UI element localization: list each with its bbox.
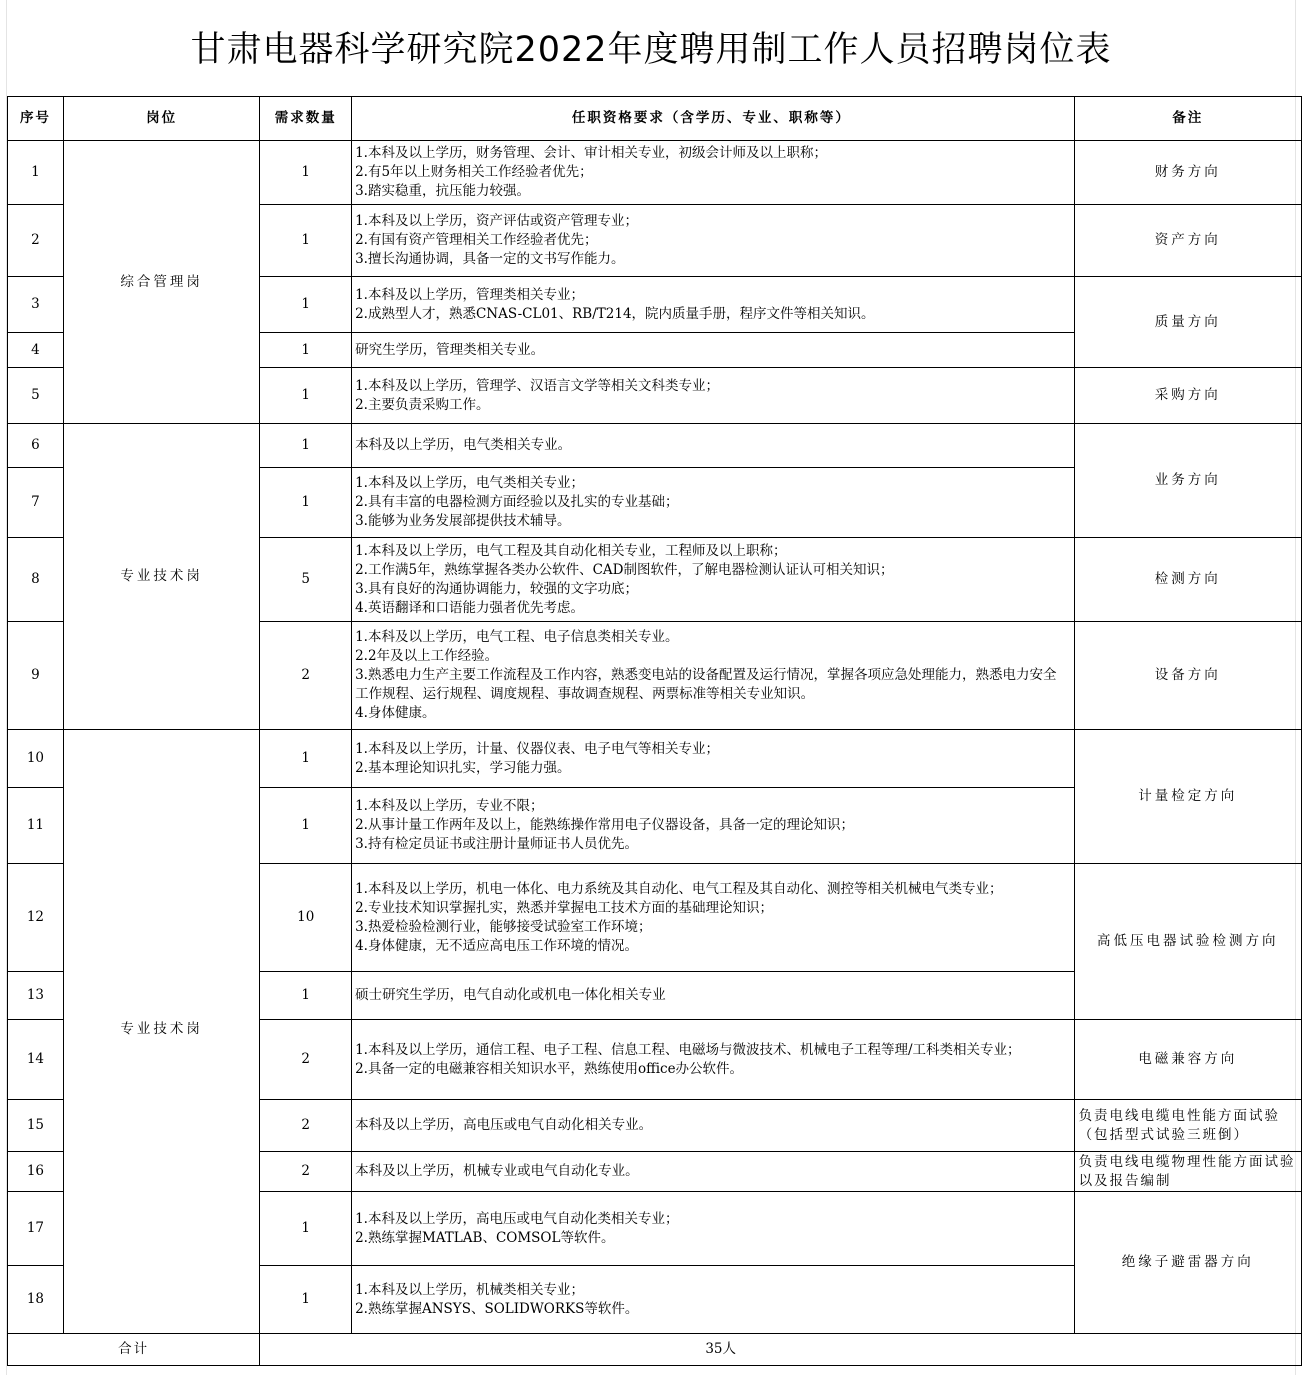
row-note: 负责电线电缆电性能方面试验（包括型式试验三班倒） <box>1074 1100 1301 1152</box>
req-line: 2.工作满5年，熟练掌握各类办公软件、CAD制图软件，了解电器检测认证认可相关知识； <box>355 561 894 578</box>
row-count: 1 <box>260 205 352 277</box>
row-requirements <box>352 468 1074 538</box>
table-row <box>8 141 1302 205</box>
req-line: 2.有国有资产管理相关工作经验者优先； <box>355 232 598 248</box>
req-line: 4.身体健康。 <box>355 705 436 721</box>
req-line: 1.本科及以上学历，财务管理、会计、审计相关专业，初级会计师及以上职称； <box>355 145 827 161</box>
row-count: 1 <box>260 1192 352 1266</box>
row-count: 1 <box>260 333 352 368</box>
row-no: 7 <box>8 468 64 538</box>
row-note: 检测方向 <box>1074 538 1301 622</box>
row-requirements <box>352 538 1074 622</box>
row-requirements <box>352 1020 1074 1100</box>
row-no: 13 <box>8 972 64 1020</box>
row-note: 高低压电器试验检测方向 <box>1074 864 1301 1020</box>
row-note: 质量方向 <box>1074 277 1301 368</box>
row-requirements <box>352 622 1074 730</box>
req-line: 2.具有丰富的电器检测方面经验以及扎实的专业基础； <box>355 494 679 510</box>
row-count: 10 <box>260 864 352 972</box>
row-no: 14 <box>8 1020 64 1100</box>
row-note: 业务方向 <box>1074 424 1301 538</box>
req-line: 1.本科及以上学历，电气工程及其自动化相关专业，工程师及以上职称； <box>355 542 787 559</box>
row-requirements <box>352 730 1074 788</box>
req-line: 2.从事计量工作两年及以上，能熟练操作常用电子仪器设备，具备一定的理论知识； <box>355 817 854 833</box>
row-requirements <box>352 205 1074 277</box>
row-no: 2 <box>8 205 64 277</box>
req-line: 3.踏实稳重，抗压能力较强。 <box>355 183 530 199</box>
row-note: 绝缘子避雷器方向 <box>1074 1192 1301 1334</box>
req-line: 2.专业技术知识掌握扎实，熟悉并掌握电工技术方面的基础理论知识； <box>355 899 773 916</box>
row-no: 8 <box>8 538 64 622</box>
req-line: 1.本科及以上学历，电气类相关专业； <box>355 475 584 491</box>
req-line: 2.成熟型人才，熟悉CNAS-CL01、RB/T214，院内质量手册，程序文件等相关知识。 <box>355 305 875 322</box>
category-cell <box>63 141 259 424</box>
row-count: 2 <box>260 1020 352 1100</box>
req-line: 本科及以上学历，高电压或电气自动化相关专业。 <box>355 1117 653 1133</box>
row-requirements <box>352 1152 1074 1192</box>
table-row <box>8 424 1302 468</box>
req-line: 1.本科及以上学历，管理学、汉语言文学等相关文科类专业； <box>355 377 719 394</box>
row-no: 3 <box>8 277 64 333</box>
req-line: 2.有5年以上财务相关工作经验者优先； <box>355 164 593 180</box>
req-line: 2.主要负责采购工作。 <box>355 396 490 413</box>
row-count: 1 <box>260 468 352 538</box>
req-line: 1.本科及以上学历，专业不限； <box>355 798 544 814</box>
req-line: 1.本科及以上学历，机电一体化、电力系统及其自动化、电气工程及其自动化、测控等相关机械电气类专业； <box>355 880 1003 897</box>
category-label: 综合管理岗 <box>120 274 203 290</box>
category-cell <box>63 424 259 730</box>
total-value: 35人 <box>260 1334 1302 1366</box>
row-no: 18 <box>8 1266 64 1334</box>
row-count: 2 <box>260 1100 352 1152</box>
req-line: 1.本科及以上学历，资产评估或资产管理专业； <box>355 213 638 229</box>
req-line: 3.持有检定员证书或注册计量师证书人员优先。 <box>355 836 638 852</box>
req-line: 1.本科及以上学历，机械类相关专业； <box>355 1281 584 1298</box>
req-line: 1.本科及以上学历，通信工程、电子工程、信息工程、电磁场与微波技术、机械电子工程等理/工科类相关专业； <box>355 1041 1021 1058</box>
row-requirements <box>352 141 1074 205</box>
req-line: 2.熟练掌握ANSYS、SOLIDWORKS等软件。 <box>355 1300 639 1317</box>
row-no: 11 <box>8 788 64 864</box>
row-requirements <box>352 1266 1074 1334</box>
row-note: 电磁兼容方向 <box>1074 1020 1301 1100</box>
page-title: 甘肃电器科学研究院2022年度聘用制工作人员招聘岗位表 <box>190 30 1112 70</box>
req-line: 3.熟悉电力生产主要工作流程及工作内容，熟悉变电站的设备配置及运行情况，掌握各项应急处理能力，熟悉电力安全工作规程、运行规程、调度规程、事故调查规程、两票标准等相关专业知识。 <box>355 667 1057 702</box>
req-line: 研究生学历，管理类相关专业。 <box>355 341 545 358</box>
row-requirements <box>352 1192 1074 1266</box>
table-row <box>8 730 1302 788</box>
req-line: 3.具有良好的沟通协调能力，较强的文字功底； <box>355 580 638 597</box>
req-line: 2.具备一定的电磁兼容相关知识水平，熟练使用office办公软件。 <box>355 1060 744 1077</box>
row-note: 设备方向 <box>1074 622 1301 730</box>
row-requirements <box>352 424 1074 468</box>
row-requirements <box>352 788 1074 864</box>
header-notes: 备注 <box>1074 97 1301 141</box>
row-count: 1 <box>260 368 352 424</box>
row-no: 1 <box>8 141 64 205</box>
row-no: 5 <box>8 368 64 424</box>
row-no: 9 <box>8 622 64 730</box>
table-header-row <box>8 97 1302 141</box>
row-no: 10 <box>8 730 64 788</box>
header-requirements: 任职资格要求（含学历、专业、职称等） <box>352 97 1074 141</box>
row-note: 负责电线电缆物理性能方面试验以及报告编制 <box>1074 1152 1301 1192</box>
row-count: 2 <box>260 1152 352 1192</box>
total-row <box>8 1334 1302 1366</box>
row-note: 资产方向 <box>1074 205 1301 277</box>
header-position: 岗位 <box>63 97 259 141</box>
category-cell <box>63 730 259 1334</box>
req-line: 1.本科及以上学历，管理类相关专业； <box>355 286 584 303</box>
row-no: 16 <box>8 1152 64 1192</box>
req-line: 1.本科及以上学历，高电压或电气自动化类相关专业； <box>355 1210 679 1227</box>
row-note: 计量检定方向 <box>1074 730 1301 864</box>
req-line: 1.本科及以上学历，电气工程、电子信息类相关专业。 <box>355 629 679 645</box>
row-count: 1 <box>260 788 352 864</box>
row-count: 1 <box>260 1266 352 1334</box>
row-count: 1 <box>260 277 352 333</box>
row-no: 12 <box>8 864 64 972</box>
header-no: 序号 <box>8 97 64 141</box>
row-no: 17 <box>8 1192 64 1266</box>
req-line: 2.基本理论知识扎实，学习能力强。 <box>355 759 571 776</box>
row-note: 财务方向 <box>1074 141 1301 205</box>
row-requirements <box>352 972 1074 1020</box>
row-count: 5 <box>260 538 352 622</box>
row-note: 采购方向 <box>1074 368 1301 424</box>
req-line: 本科及以上学历，机械专业或电气自动化专业。 <box>355 1163 639 1179</box>
req-line: 硕士研究生学历，电气自动化或机电一体化相关专业 <box>355 987 666 1003</box>
row-requirements <box>352 333 1074 368</box>
header-count: 需求数量 <box>260 97 352 141</box>
row-count: 2 <box>260 622 352 730</box>
row-requirements <box>352 1100 1074 1152</box>
row-requirements <box>352 864 1074 972</box>
total-label: 合计 <box>8 1334 260 1366</box>
row-requirements <box>352 277 1074 333</box>
row-count: 1 <box>260 972 352 1020</box>
row-count: 1 <box>260 730 352 788</box>
req-line: 本科及以上学历，电气类相关专业。 <box>355 437 572 453</box>
recruitment-table <box>7 96 1302 1366</box>
req-line: 2.2年及以上工作经验。 <box>355 648 499 664</box>
req-line: 3.擅长沟通协调，具备一定的文书写作能力。 <box>355 251 625 267</box>
row-requirements <box>352 368 1074 424</box>
req-line: 4.英语翻译和口语能力强者优先考虑。 <box>355 599 584 616</box>
category-label: 专业技术岗 <box>120 1021 203 1037</box>
req-line: 1.本科及以上学历，计量、仪器仪表、电子电气等相关专业； <box>355 740 719 757</box>
req-line: 4.身体健康，无不适应高电压工作环境的情况。 <box>355 937 638 954</box>
row-no: 15 <box>8 1100 64 1152</box>
req-line: 2.熟练掌握MATLAB、COMSOL等软件。 <box>355 1229 615 1246</box>
row-count: 1 <box>260 141 352 205</box>
row-no: 4 <box>8 333 64 368</box>
req-line: 3.热爱检验检测行业，能够接受试验室工作环境； <box>355 918 652 935</box>
req-line: 3.能够为业务发展部提供技术辅导。 <box>355 513 571 529</box>
row-no: 6 <box>8 424 64 468</box>
category-label: 专业技术岗 <box>120 568 203 584</box>
row-count: 1 <box>260 424 352 468</box>
